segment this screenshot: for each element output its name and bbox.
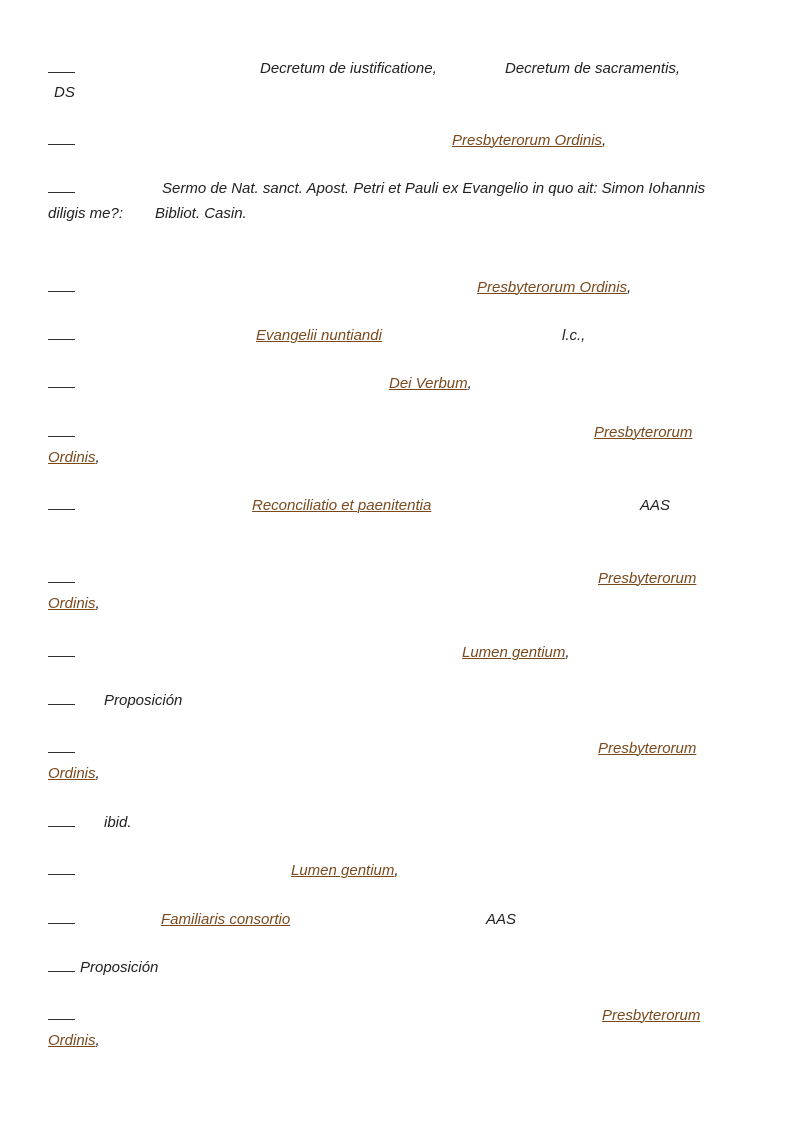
footnote-5: Evangelii nuntiandi l.c., <box>48 323 748 348</box>
reconciliatio-link[interactable]: Reconciliatio et paenitentia <box>252 497 432 514</box>
footnote-marker <box>48 858 75 875</box>
footnote-9 <box>48 566 748 591</box>
evangelii-nuntiandi-link[interactable]: Evangelii nuntiandi <box>256 327 382 344</box>
footnote-16: Proposición <box>48 955 748 980</box>
footnote-17-cont: Ordinis, <box>48 1032 100 1049</box>
footnote-2: Presbyterorum Ordinis, <box>48 128 748 153</box>
footnote-marker <box>48 736 75 753</box>
footnote-marker <box>48 1003 75 1020</box>
decree-sacraments: Decretum de sacramentis, <box>505 60 681 77</box>
footnote-13: ibid. <box>48 810 748 835</box>
sermo-text: Sermo de Nat. sanct. Apost. Petri et Pauli ex Evangelio in quo ait: Simon Iohannis <box>162 180 706 197</box>
footnote-marker <box>48 56 75 73</box>
footnote-marker <box>48 810 75 827</box>
decree-justification: Decretum de iustificatione, <box>260 60 437 77</box>
footnote-marker <box>48 955 75 972</box>
presbyterorum-link[interactable]: Presbyterorum <box>598 570 697 587</box>
ordinis-link[interactable]: Ordinis <box>48 449 96 466</box>
bibliot-casin: Bibliot. Casin. <box>155 205 247 222</box>
ordinis-link[interactable]: Ordinis <box>48 595 96 612</box>
footnote-7 <box>48 420 748 445</box>
ordinis-link[interactable]: Ordinis <box>48 1032 96 1049</box>
footnote-10: Lumen gentium, <box>48 640 748 665</box>
lumen-gentium-link[interactable]: Lumen gentium <box>291 862 395 879</box>
footnote-12 <box>48 736 748 761</box>
footnote-marker <box>48 688 75 705</box>
presbyterorum-link[interactable]: Presbyterorum <box>598 740 697 757</box>
footnote-marker <box>48 420 75 437</box>
footnote-12-cont: Ordinis, <box>48 765 100 782</box>
footnote-marker <box>48 566 75 583</box>
lumen-gentium-link[interactable]: Lumen gentium <box>462 644 566 661</box>
footnote-marker <box>48 323 75 340</box>
presbyterorum-ordinis-link[interactable]: Presbyterorum Ordinis <box>477 279 628 296</box>
presbyterorum-ordinis-link[interactable]: Presbyterorum Ordinis <box>452 132 603 149</box>
footnote-3 <box>48 176 748 201</box>
footnote-6: Dei Verbum, <box>48 371 748 396</box>
footnote-1 <box>48 56 748 81</box>
footnote-17 <box>48 1003 748 1028</box>
footnote-marker <box>48 640 75 657</box>
footnote-4: Presbyterorum Ordinis, <box>48 275 748 300</box>
footnote-marker <box>48 275 75 292</box>
footnote-8: Reconciliatio et paenitentia AAS <box>48 493 748 518</box>
footnote-11: Proposición <box>48 688 748 713</box>
dei-verbum-link[interactable]: Dei Verbum <box>389 375 468 392</box>
footnote-14: Lumen gentium, <box>48 858 748 883</box>
familiaris-consortio-link[interactable]: Familiaris consortio <box>161 911 291 928</box>
footnote-7-cont: Ordinis, <box>48 449 100 466</box>
footnote-marker <box>48 176 75 193</box>
footnote-marker <box>48 493 75 510</box>
ordinis-link[interactable]: Ordinis <box>48 765 96 782</box>
footnote-marker <box>48 128 75 145</box>
presbyterorum-link[interactable]: Presbyterorum <box>594 424 693 441</box>
footnote-1-cont: DS <box>54 84 75 101</box>
footnote-3-cont: diligis me?: Bibliot. Casin. <box>48 201 748 226</box>
presbyterorum-link[interactable]: Presbyterorum <box>602 1007 701 1024</box>
footnote-9-cont: Ordinis, <box>48 595 100 612</box>
footnote-15: Familiaris consortio AAS <box>48 907 748 932</box>
footnote-marker <box>48 371 75 388</box>
footnote-marker <box>48 907 75 924</box>
